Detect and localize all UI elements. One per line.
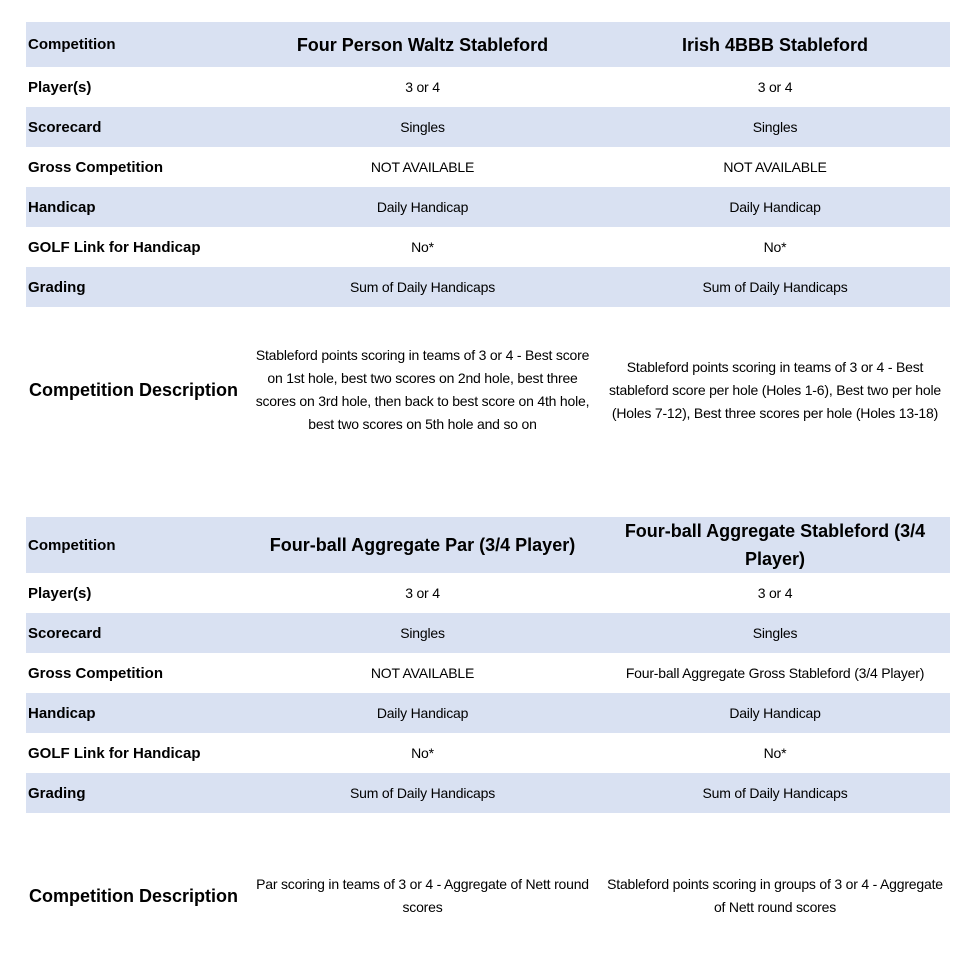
row-label: Grading <box>28 784 86 802</box>
competition-table-1 <box>26 22 950 473</box>
cell: Sum of Daily Handicaps <box>702 278 848 295</box>
cell: No* <box>763 238 787 255</box>
cell: Singles <box>400 624 445 641</box>
row-label: Player(s) <box>28 78 92 96</box>
cell: 3 or 4 <box>405 584 440 601</box>
cell: Sum of Daily Handicaps <box>350 278 495 295</box>
row-label: Competition <box>28 36 116 53</box>
cell: Singles <box>752 624 798 641</box>
row-label: Grading <box>28 278 86 296</box>
row-label: Competition <box>28 536 116 554</box>
cell: 3 or 4 <box>405 78 440 95</box>
cell: Singles <box>752 118 798 135</box>
cell: No* <box>763 744 787 761</box>
cell: Singles <box>400 118 445 135</box>
row-label: Gross Competition <box>28 158 164 176</box>
grading-row <box>26 267 950 307</box>
cell: 3 or 4 <box>757 584 793 601</box>
cell: Daily Handicap <box>729 704 821 721</box>
golf-link-row <box>26 733 950 773</box>
header-row <box>26 517 950 573</box>
description-row <box>26 813 950 979</box>
scorecard-row <box>26 613 950 653</box>
cell: Sum of Daily Handicaps <box>702 784 848 801</box>
cell: 3 or 4 <box>757 78 793 95</box>
cell: Daily Handicap <box>729 198 821 215</box>
row-label: Scorecard <box>28 118 102 136</box>
gross-row <box>26 653 950 693</box>
competition-name: Four-ball Aggregate Par (3/4 Player) <box>269 535 576 555</box>
row-label: Handicap <box>28 198 96 216</box>
row-label: Handicap <box>28 704 96 722</box>
header-row <box>26 22 950 67</box>
gross-row <box>26 147 950 187</box>
cell: Sum of Daily Handicaps <box>350 784 495 801</box>
row-label: Gross Competition <box>28 664 164 682</box>
cell: Par scoring in teams of 3 or 4 - Aggregate of Nett round scores <box>256 876 589 915</box>
cell: No* <box>411 744 434 761</box>
players-row <box>26 67 950 107</box>
handicap-row <box>26 693 950 733</box>
cell: Daily Handicap <box>376 198 469 215</box>
cell: Stableford points scoring in teams of 3 or 4 - Best score on 1st hole, best two scores on 2nd hole, best three scores on 3rd hole, then back to best score on 4th hole, best two scores on 5th hole and so on <box>255 347 590 432</box>
cell: NOT AVAILABLE <box>723 158 827 175</box>
players-row <box>26 573 950 613</box>
golf-link-row <box>26 227 950 267</box>
row-label: GOLF Link for Handicap <box>28 744 201 762</box>
cell: Stableford points scoring in teams of 3 or 4 - Best stableford score per hole (Holes 1-6), Best two per hole (Holes 7-12), Best three scores per hole (Holes 13-18) <box>609 358 941 421</box>
cell: Daily Handicap <box>376 704 469 721</box>
competition-name: Four-ball Aggregate Stableford (3/4 Player) <box>624 521 926 569</box>
competition-name: Four Person Waltz Stableford <box>296 34 549 55</box>
grading-row <box>26 773 950 813</box>
cell: No* <box>411 238 434 255</box>
row-label: Player(s) <box>28 584 92 602</box>
scorecard-row <box>26 107 950 147</box>
row-label: Competition Description <box>29 379 239 400</box>
cell: NOT AVAILABLE <box>370 664 475 681</box>
cell: NOT AVAILABLE <box>370 158 475 175</box>
handicap-row <box>26 187 950 227</box>
competition-table-2 <box>26 517 950 979</box>
description-row <box>26 307 950 473</box>
row-label: GOLF Link for Handicap <box>28 238 201 256</box>
competition-name: Irish 4BBB Stableford <box>681 34 869 55</box>
cell: Four-ball Aggregate Gross Stableford (3/4 Player) <box>625 664 925 681</box>
row-label: Scorecard <box>28 624 102 642</box>
cell: Stableford points scoring in groups of 3 or 4 - Aggregate of Nett round scores <box>607 876 943 915</box>
row-label: Competition Description <box>29 885 239 906</box>
